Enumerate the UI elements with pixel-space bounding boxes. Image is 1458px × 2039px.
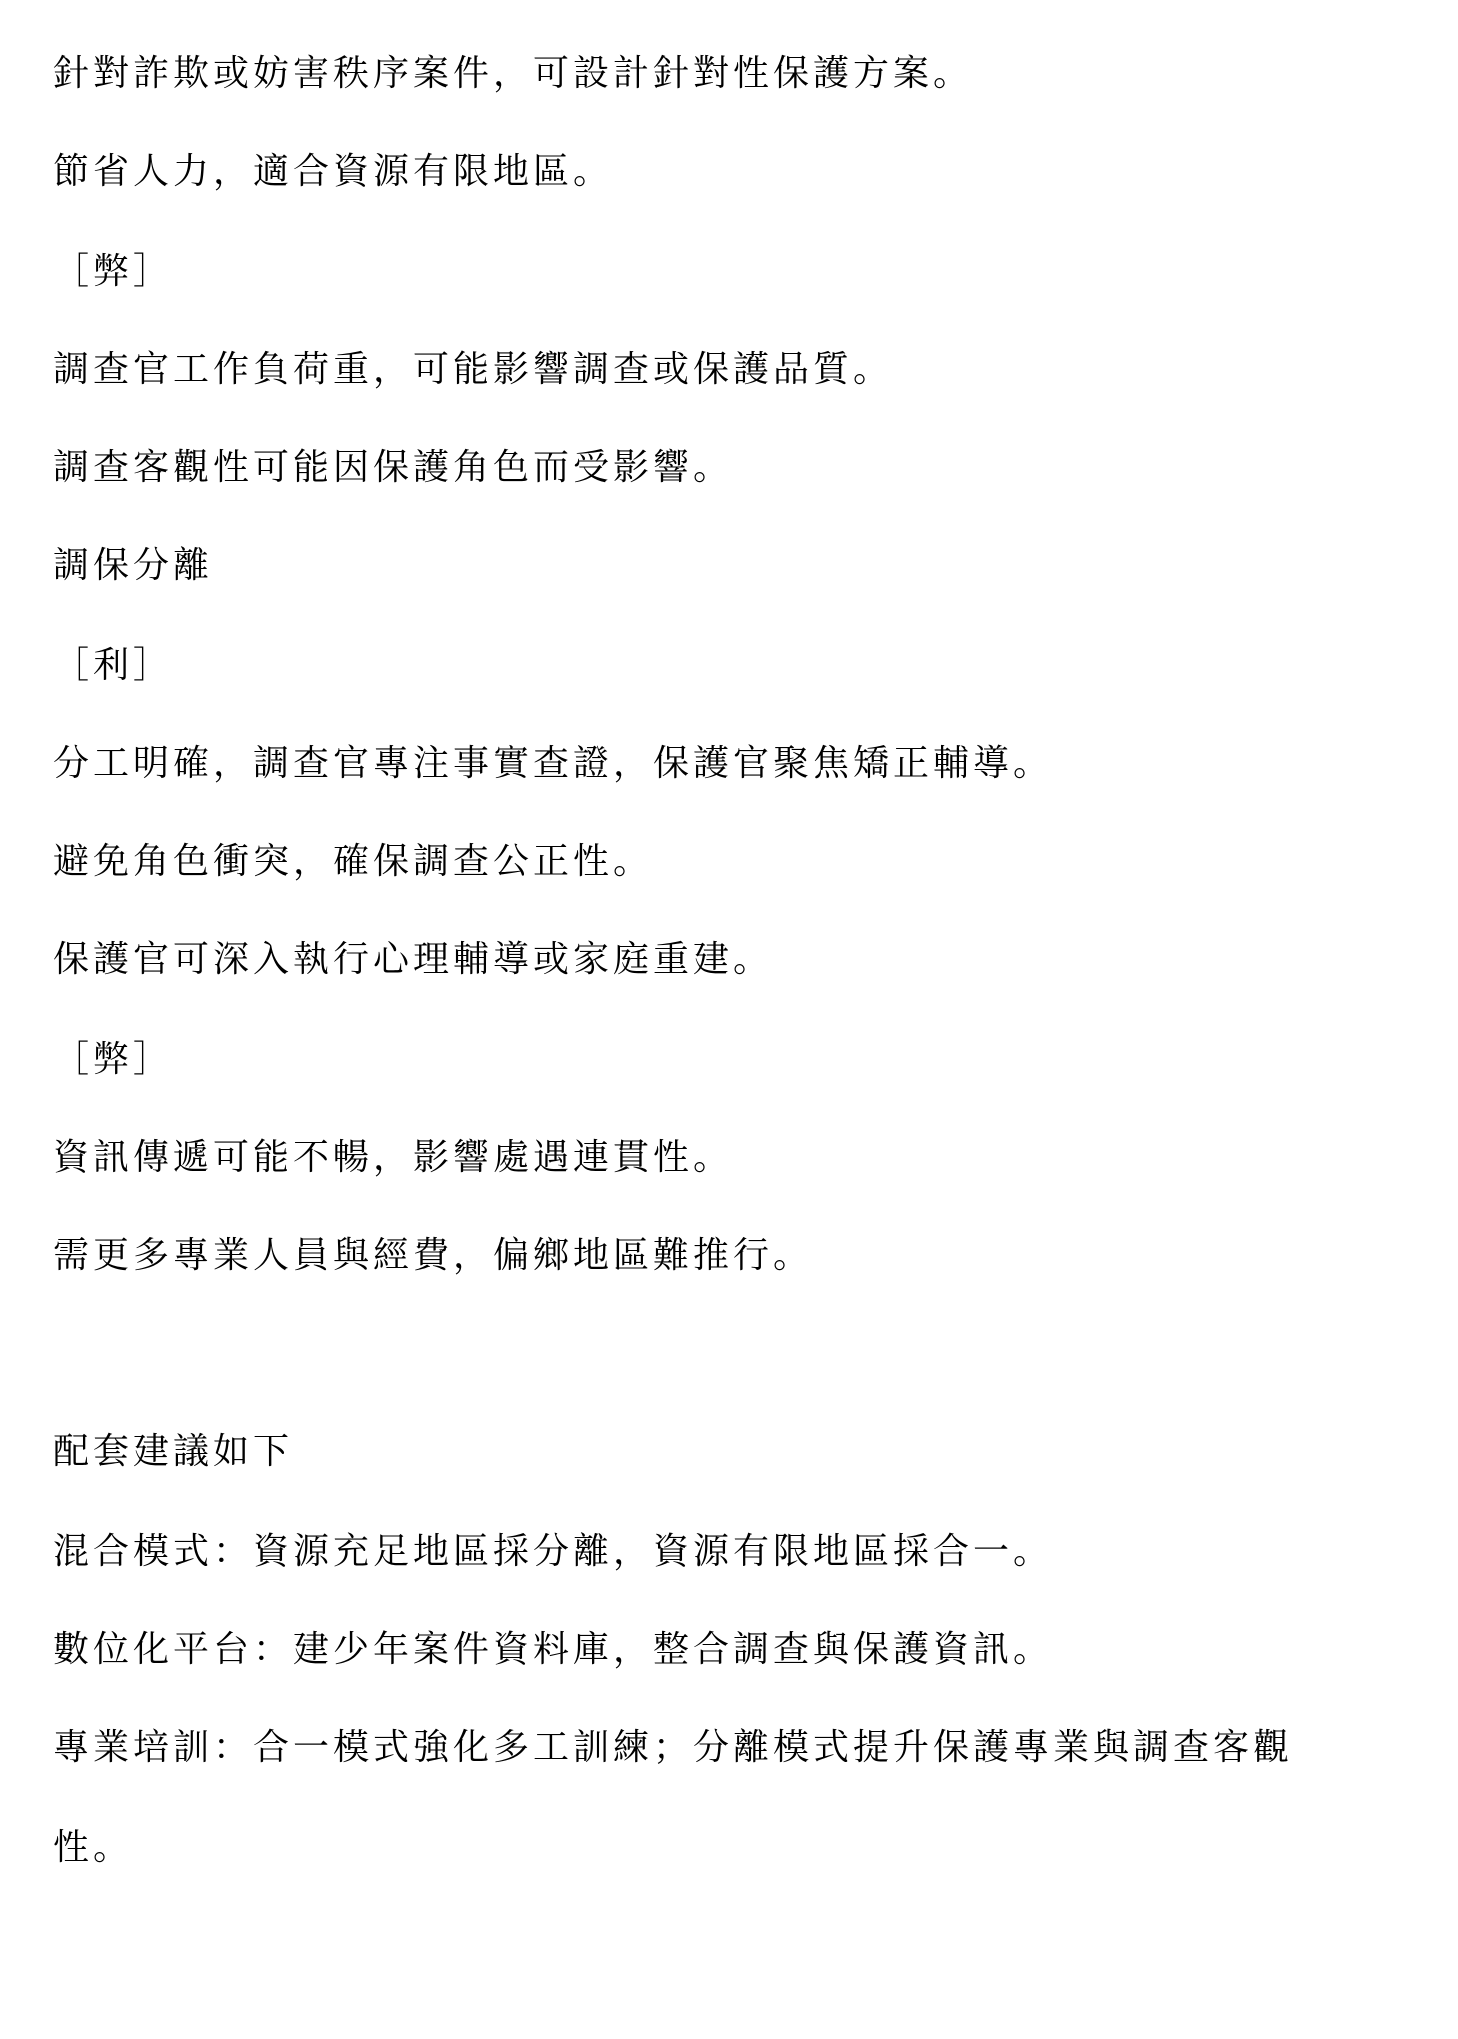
text-line: 專業培訓：合一模式強化多工訓練；分離模式提升保護專業與調查客觀 [53, 1727, 1294, 1768]
text-line: 需更多專業人員與經費，偏鄉地區難推行。 [53, 1235, 814, 1276]
text-line: 針對詐欺或妨害秩序案件，可設計針對性保護方案。 [53, 53, 974, 94]
text-line: 避免角色衝突，確保調查公正性。 [53, 841, 654, 882]
text-line: 調查官工作負荷重，可能影響調查或保護品質。 [53, 349, 894, 390]
text-line: 混合模式：資源充足地區採分離，資源有限地區採合一。 [53, 1531, 1054, 1572]
text-line: 分工明確，調查官專注事實查證，保護官聚焦矯正輔導。 [53, 743, 1054, 784]
section-heading: 配套建議如下 [53, 1431, 294, 1472]
text-line: 數位化平台：建少年案件資料庫，整合調查與保護資訊。 [53, 1629, 1054, 1670]
text-line: 保護官可深入執行心理輔導或家庭重建。 [53, 939, 774, 980]
text-line: ［弊］ [53, 1039, 174, 1080]
text-line: ［利］ [53, 645, 174, 686]
text-line: ［弊］ [53, 251, 174, 292]
section-heading: 調保分離 [53, 545, 214, 586]
text-line: 調查客觀性可能因保護角色而受影響。 [53, 447, 734, 488]
text-line: 資訊傳遞可能不暢，影響處遇連貫性。 [53, 1137, 734, 1178]
text-line: 性。 [53, 1827, 134, 1868]
text-line: 節省人力，適合資源有限地區。 [53, 151, 614, 192]
